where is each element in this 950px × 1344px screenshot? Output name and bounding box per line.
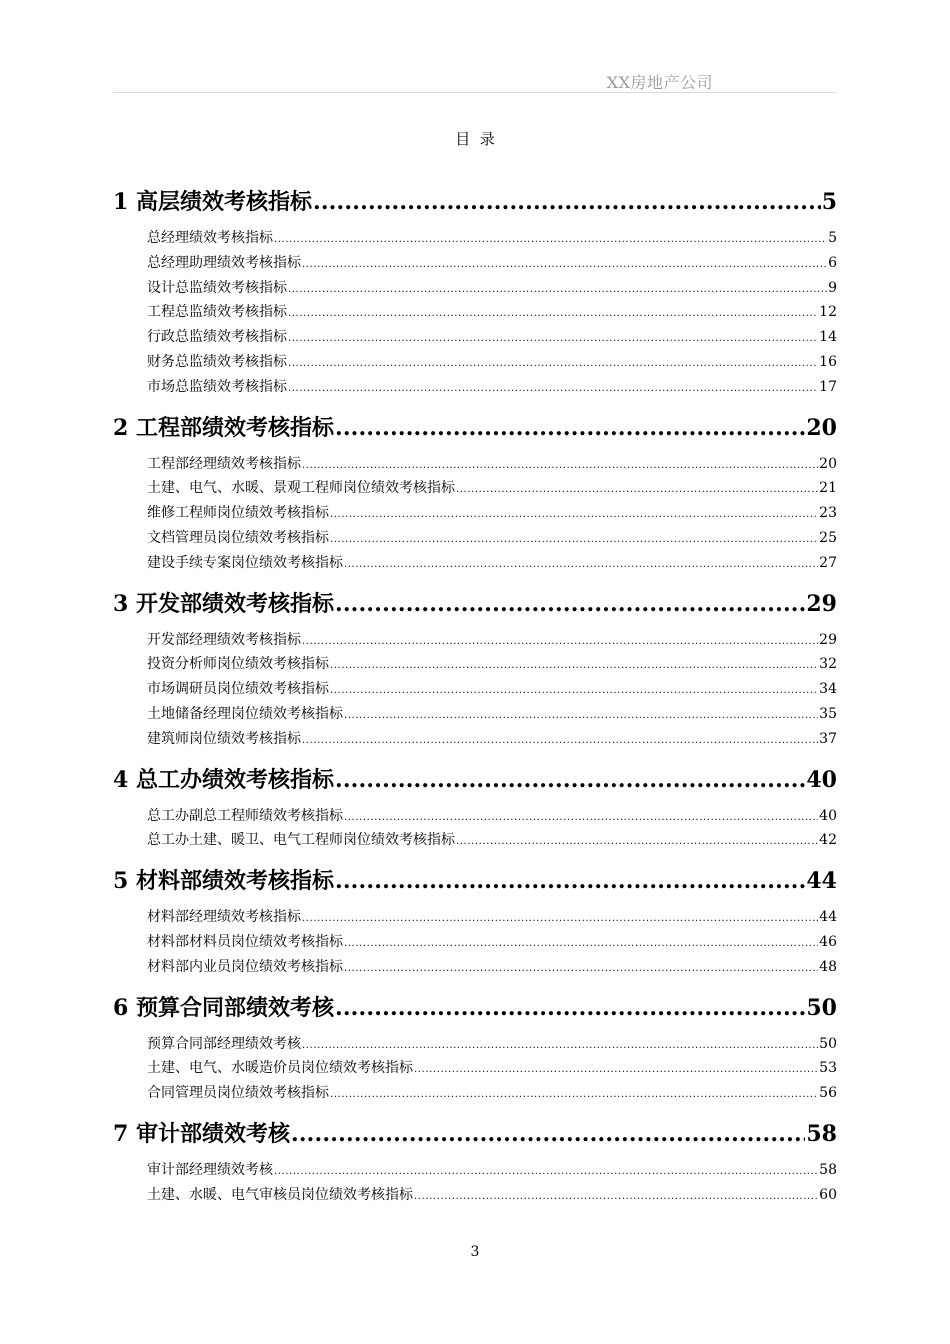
toc-entry[interactable] (113, 1158, 837, 1183)
dot-leader (335, 986, 805, 1030)
toc-entry-page: 16 (819, 353, 837, 370)
toc-entry-label: 材料部经理绩效考核指标 (147, 909, 301, 926)
dot-leader (302, 1034, 818, 1059)
toc-section-heading[interactable] (113, 758, 837, 802)
header-company-name: XX房地产公司 (606, 73, 713, 92)
dot-leader (335, 582, 805, 626)
toc-entry[interactable] (113, 1081, 837, 1106)
dot-leader (344, 932, 818, 957)
toc-entry-page: 25 (819, 529, 837, 546)
toc-entry-page: 37 (819, 730, 837, 747)
toc-entry[interactable] (113, 905, 837, 930)
dot-leader (414, 1058, 818, 1083)
dot-leader (274, 1160, 818, 1185)
dot-leader (344, 957, 818, 982)
dot-leader (344, 704, 818, 729)
toc-entry-label: 行政总监绩效考核指标 (147, 329, 287, 346)
toc-entry-page: 42 (819, 832, 837, 849)
toc-subentries (113, 802, 837, 860)
toc-entry[interactable] (113, 628, 837, 653)
dot-leader (344, 553, 818, 578)
dot-leader (302, 729, 818, 754)
toc-section-title: 2 工程部绩效考核指标 (113, 414, 334, 441)
dot-leader (330, 679, 818, 704)
dot-leader (313, 180, 821, 224)
toc-section-heading[interactable] (113, 406, 837, 450)
toc-entry-label: 材料部内业员岗位绩效考核指标 (147, 958, 343, 975)
dot-leader (288, 377, 818, 402)
toc-entry[interactable] (113, 702, 837, 727)
dot-leader (344, 806, 818, 831)
toc-entry-page: 14 (819, 329, 837, 346)
dot-leader (288, 278, 827, 303)
dot-leader (302, 630, 818, 655)
toc-section-page: 5 (821, 189, 837, 215)
toc-entry-label: 建设手续专案岗位绩效考核指标 (147, 554, 343, 571)
toc-entry-label: 预算合同部经理绩效考核 (147, 1035, 301, 1052)
toc-entry[interactable] (113, 276, 837, 301)
dot-leader (414, 1185, 818, 1210)
toc-entry-page: 34 (819, 681, 837, 698)
toc-section-title: 1 高层绩效考核指标 (113, 189, 312, 215)
toc-entry[interactable] (113, 828, 837, 853)
toc-section-heading[interactable] (113, 859, 837, 903)
dot-leader (302, 454, 818, 479)
toc-section-title: 7 审计部绩效考核 (113, 1120, 290, 1147)
toc-subentries (113, 1156, 837, 1214)
toc-entry[interactable] (113, 251, 837, 276)
dot-leader (330, 654, 818, 679)
toc-section-heading[interactable] (113, 180, 837, 224)
toc-entry-page: 23 (819, 505, 837, 522)
toc-entry-page: 20 (819, 455, 837, 472)
dot-leader (288, 352, 818, 377)
toc-entry-label: 设计总监绩效考核指标 (147, 279, 287, 296)
toc-section-page: 44 (806, 868, 837, 895)
toc-entry-label: 财务总监绩效考核指标 (147, 353, 287, 370)
toc-section (113, 180, 837, 406)
toc-entry-label: 文档管理员岗位绩效考核指标 (147, 529, 329, 546)
toc-entry-page: 9 (828, 279, 837, 296)
toc-entry-label: 开发部经理绩效考核指标 (147, 631, 301, 648)
dot-leader (456, 830, 818, 855)
toc-subentries (113, 903, 837, 985)
toc-subentries (113, 224, 837, 406)
toc-section-title: 3 开发部绩效考核指标 (113, 590, 334, 617)
dot-leader (330, 528, 818, 553)
dot-leader (288, 327, 818, 352)
toc-entry-page: 58 (819, 1161, 837, 1178)
toc-subentries (113, 1030, 837, 1112)
dot-leader (288, 302, 818, 327)
dot-leader (302, 907, 818, 932)
toc-section (113, 859, 837, 985)
toc-entry-label: 土建、电气、水暖、景观工程师岗位绩效考核指标 (147, 480, 455, 497)
toc-entry-page: 21 (819, 480, 837, 497)
toc-section-page: 40 (806, 766, 837, 793)
toc-entry-page: 12 (819, 304, 837, 321)
toc-section-title: 4 总工办绩效考核指标 (113, 766, 334, 793)
toc-entry-page: 27 (819, 554, 837, 571)
dot-leader (274, 228, 827, 253)
toc-entry-label: 总经理助理绩效考核指标 (147, 254, 301, 271)
toc-entry-label: 总工办副总工程师绩效考核指标 (147, 807, 343, 824)
toc-entry[interactable] (113, 677, 837, 702)
toc-entry[interactable] (113, 727, 837, 752)
toc-entry[interactable] (113, 551, 837, 576)
dot-leader (302, 253, 827, 278)
toc-entry-page: 17 (819, 378, 837, 395)
toc-entry[interactable] (113, 930, 837, 955)
toc-entry[interactable] (113, 501, 837, 526)
dot-leader (330, 503, 818, 528)
toc-entry-page: 35 (819, 705, 837, 722)
toc-entry[interactable] (113, 1032, 837, 1057)
dot-leader (291, 1112, 805, 1156)
toc-entry-page: 29 (819, 631, 837, 648)
toc-section (113, 986, 837, 1112)
toc-entry[interactable] (113, 325, 837, 350)
toc-section-page: 20 (806, 414, 837, 441)
toc-entry-label: 建筑师岗位绩效考核指标 (147, 730, 301, 747)
toc-entry-page: 32 (819, 656, 837, 673)
toc-section (113, 758, 837, 860)
toc-section-heading[interactable] (113, 986, 837, 1030)
toc-entry[interactable] (113, 1183, 837, 1208)
toc-entry-label: 工程部经理绩效考核指标 (147, 455, 301, 472)
toc-section (113, 1112, 837, 1214)
dot-leader (335, 859, 805, 903)
toc-section-page: 58 (806, 1120, 837, 1147)
toc-entry[interactable] (113, 452, 837, 477)
toc-entry-label: 土地储备经理岗位绩效考核指标 (147, 705, 343, 722)
toc-entry[interactable] (113, 955, 837, 980)
toc-entry-label: 工程总监绩效考核指标 (147, 304, 287, 321)
toc-entry-label: 总经理绩效考核指标 (147, 230, 273, 246)
toc-entry-page: 50 (819, 1035, 837, 1052)
toc-entry-page: 60 (819, 1186, 837, 1203)
toc-section-heading[interactable] (113, 582, 837, 626)
toc-entry-label: 土建、水暖、电气审核员岗位绩效考核指标 (147, 1186, 413, 1203)
toc-title: 目 录 (455, 130, 495, 148)
toc-entry-page: 48 (819, 958, 837, 975)
toc-section-title: 6 预算合同部绩效考核 (113, 994, 334, 1021)
toc-entry-page: 53 (819, 1060, 837, 1077)
toc-entry-page: 40 (819, 807, 837, 824)
toc-entry-page: 46 (819, 933, 837, 950)
toc-entry-label: 市场总监绩效考核指标 (147, 378, 287, 395)
table-of-contents (113, 180, 837, 1214)
page-number: 3 (470, 1244, 480, 1260)
toc-subentries (113, 626, 837, 758)
dot-leader (330, 1083, 818, 1108)
page-header (113, 68, 837, 93)
toc-section-title: 5 材料部绩效考核指标 (113, 868, 334, 895)
toc-entry[interactable] (113, 375, 837, 400)
toc-entry[interactable] (113, 350, 837, 375)
toc-section-page: 50 (806, 994, 837, 1021)
toc-entry[interactable] (113, 300, 837, 325)
toc-entry-label: 投资分析师岗位绩效考核指标 (147, 656, 329, 673)
toc-entry[interactable] (113, 804, 837, 829)
dot-leader (456, 478, 818, 503)
toc-subentries (113, 450, 837, 582)
toc-entry[interactable] (113, 226, 837, 251)
toc-entry-label: 合同管理员岗位绩效考核指标 (147, 1085, 329, 1102)
toc-entry-label: 市场调研员岗位绩效考核指标 (147, 681, 329, 698)
toc-entry[interactable] (113, 652, 837, 677)
toc-entry[interactable] (113, 526, 837, 551)
toc-section-page: 29 (806, 590, 837, 617)
toc-entry-label: 土建、电气、水暖造价员岗位绩效考核指标 (147, 1060, 413, 1077)
toc-entry-label: 审计部经理绩效考核 (147, 1161, 273, 1178)
toc-entry[interactable] (113, 476, 837, 501)
dot-leader (335, 758, 805, 802)
toc-entry-label: 维修工程师岗位绩效考核指标 (147, 505, 329, 522)
dot-leader (335, 406, 805, 450)
toc-entry-label: 总工办土建、暖卫、电气工程师岗位绩效考核指标 (147, 832, 455, 849)
toc-entry-page: 6 (828, 254, 837, 271)
toc-section (113, 582, 837, 758)
toc-section-heading[interactable] (113, 1112, 837, 1156)
toc-entry-page: 44 (819, 909, 837, 926)
toc-entry-page: 56 (819, 1085, 837, 1102)
toc-entry-label: 材料部材料员岗位绩效考核指标 (147, 933, 343, 950)
toc-entry-page: 5 (828, 230, 837, 246)
toc-entry[interactable] (113, 1056, 837, 1081)
toc-section (113, 406, 837, 582)
